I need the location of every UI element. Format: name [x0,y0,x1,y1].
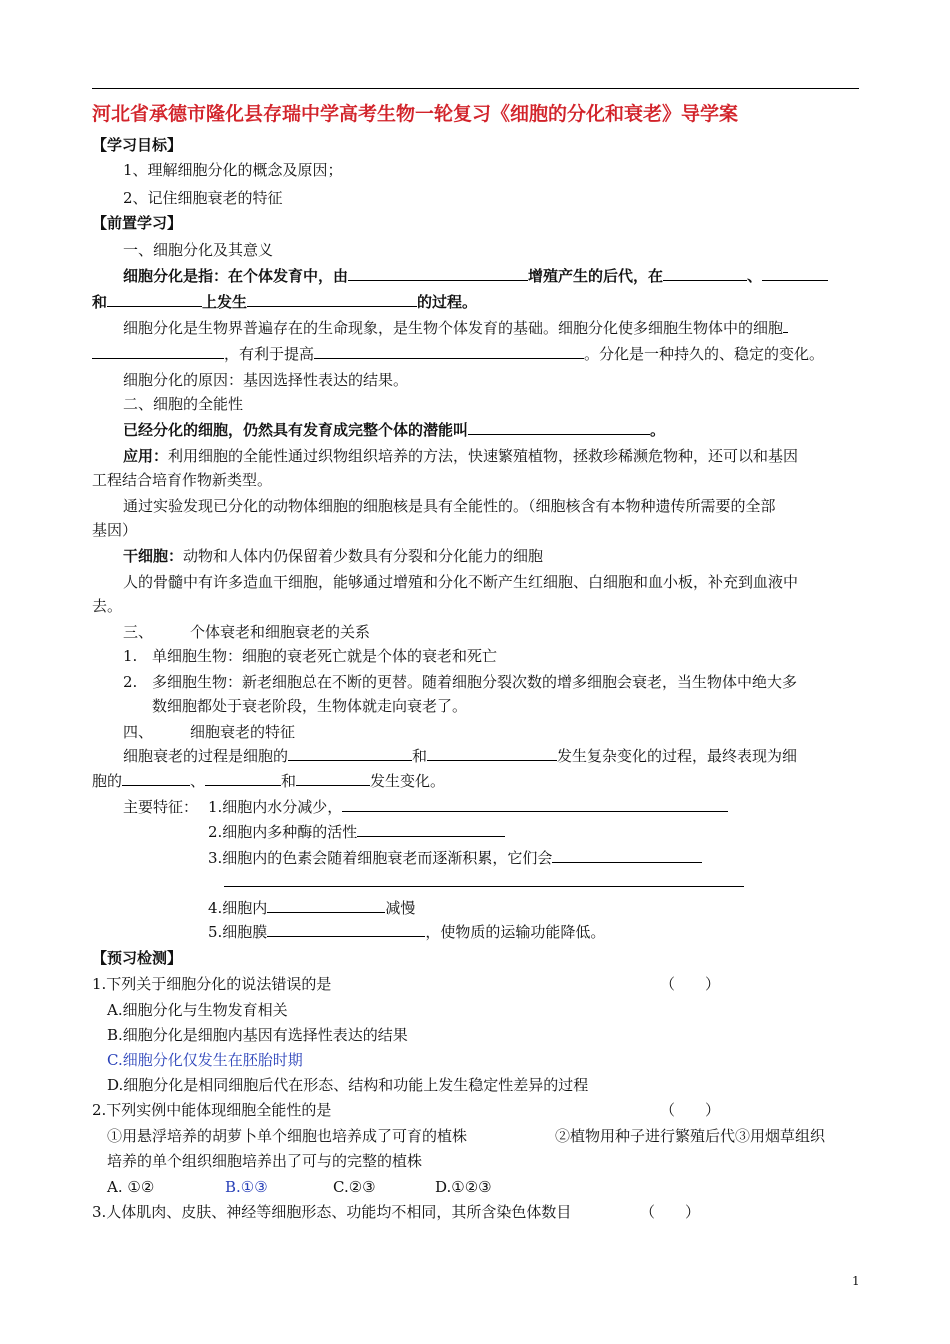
goal-2: 2、记住细胞衰老的特征 [123,189,283,207]
feature-4 [208,898,415,918]
s4-para2 [92,771,445,791]
blank [552,848,702,863]
blank [92,344,224,359]
feature-5 [208,922,605,942]
s4-para1 [123,746,797,766]
q2-statement-1: ①用悬浮培养的胡萝卜单个细胞也培养成了可育的植株 [107,1127,468,1145]
text: 已经分化的细胞，仍然具有发育成完整个体的潜能叫 [123,421,469,439]
feature-2 [208,822,505,842]
text: 1.细胞内水分减少， [208,798,343,816]
section-3-title: 个体衰老和细胞衰老的关系 [190,623,371,641]
s2-definition [123,420,665,440]
question-3: 3.人体肌肉、皮肤、神经等细胞形态、功能均不相同，其所含染色体数目 [92,1203,572,1221]
text: 和 [412,747,428,765]
blank [427,746,557,761]
s2-para1b: 基因） [92,521,138,539]
section-1-title: 一、细胞分化及其意义 [123,241,274,259]
blank [288,746,412,761]
s3-item2-num: 2. [123,673,138,691]
q2-statement-3: 培养的单个组织细胞培养出了可与的完整的植株 [107,1152,423,1170]
s3-item2a: 多细胞生物：新老细胞总在不断的更替。随着细胞分裂次数的增多细胞会衰老，当生物体中绝大多 [152,673,798,691]
text: 胞的 [92,772,123,790]
s2-application [123,446,798,466]
pre-header: 【前置学习】 [92,214,183,232]
blank [314,344,584,359]
blank [357,822,505,837]
text: 4.细胞内 [208,899,268,917]
blank [267,922,425,937]
text: 发生复杂变化的过程，最终表现为细 [557,747,798,765]
blank [296,771,370,786]
text: 增殖产生的后代，在 [528,267,664,285]
q2-option-c: C.②③ [333,1178,376,1196]
text: 5.细胞膜 [208,923,268,941]
section-4-title: 细胞衰老的特征 [190,723,296,741]
s2-para2a: 人的骨髓中有许多造血干细胞，能够通过增殖和分化不断产生红细胞、白细胞和血小板，补充到血液中 [123,573,799,591]
blank [122,771,190,786]
header-rule [92,88,859,89]
check-header: 【预习检测】 [92,949,183,967]
text: 的过程。 [417,293,478,311]
text: 动物和人体内仍保留着少数具有分裂和分化能力的细胞 [183,547,544,565]
s3-item2b: 数细胞都处于衰老阶段，生物体就走向衰老了。 [152,697,468,715]
section-3-number: 三、 [123,623,154,641]
text: 。 [650,421,666,439]
blank [267,898,385,913]
text: 发生变化。 [370,772,446,790]
q1-option-d: D.细胞分化是相同细胞后代在形态、结构和功能上发生稳定性差异的过程 [107,1076,589,1094]
text: 。分化是一种持久的、稳定的变化。 [584,345,825,363]
s1-definition-line2 [92,292,477,312]
goals-header: 【学习目标】 [92,136,183,154]
text: 减慢 [385,899,416,917]
blank [247,292,417,307]
page-number: 1 [852,1274,860,1288]
feature-3 [208,848,702,868]
q2-option-d: D.①②③ [435,1178,492,1196]
s3-item1: 单细胞生物：细胞的衰老死亡就是个体的衰老和死亡 [152,647,498,665]
blank [783,318,788,333]
s2-para1a: 通过实验发现已分化的动物体细胞的细胞核是具有全能性的。（细胞核含有本物种遗传所需要的全部 [123,497,776,515]
s1-para2: 细胞分化的原因：基因选择性表达的结果。 [123,371,409,389]
question-1-answer-paren: （ ） [660,975,721,993]
text: 、 [747,267,763,285]
q1-option-b: B.细胞分化是细胞内基因有选择性表达的结果 [107,1026,408,1044]
q2-statement-2: ②植物用种子进行繁殖后代③用烟草组织 [555,1127,826,1145]
text: 细胞衰老的过程是细胞的 [123,747,289,765]
text: 上发生 [202,293,248,311]
blank [468,420,650,435]
text: 细胞分化是生物界普遍存在的生命现象，是生物个体发育的基础。细胞分化使多细胞生物体中的细胞 [123,319,784,337]
s1-para1b [92,344,824,364]
question-1: 1.下列关于细胞分化的说法错误的是 [92,975,332,993]
question-2-answer-paren: （ ） [660,1101,721,1119]
question-3-answer-paren: （ ） [640,1203,701,1221]
text: 利用细胞的全能性通过织物组织培养的方法，快速繁殖植物，拯救珍稀濒危物种，还可以和基因 [168,447,799,465]
q1-option-a: A.细胞分化与生物发育相关 [107,1001,288,1019]
text: 3.细胞内的色素会随着细胞衰老而逐渐积累，它们会 [208,849,553,867]
s3-item1-num: 1. [123,647,138,665]
s1-para1a [123,318,788,338]
q1-option-c: C.细胞分化仅发生在胚胎时期 [107,1051,303,1069]
feature-1 [208,797,728,817]
section-2-title: 二、细胞的全能性 [123,395,244,413]
text: 和 [281,772,297,790]
s2-application-b: 工程结合培育作物新类型。 [92,471,273,489]
text: 2.细胞内多种酶的活性 [208,823,358,841]
feature-3-blank [224,872,744,892]
q2-option-a: A. ①② [107,1178,155,1196]
text: ，使物质的运输功能降低。 [425,923,606,941]
feature-label: 主要特征： [123,798,199,816]
blank [342,797,728,812]
s2-para2b: 去。 [92,597,123,615]
question-2: 2.下列实例中能体现细胞全能性的是 [92,1101,332,1119]
blank [107,292,202,307]
blank [663,266,747,281]
blank [762,266,828,281]
section-4-number: 四、 [123,723,154,741]
goal-1: 1、理解细胞分化的概念及原因； [123,161,343,179]
q2-option-b: B.①③ [225,1178,268,1196]
label: 干细胞： [123,547,184,565]
label: 应用： [123,447,169,465]
s2-stem-cell [123,546,543,566]
blank [224,872,744,887]
blank [205,771,281,786]
page-title: 河北省承德市隆化县存瑞中学高考生物一轮复习《细胞的分化和衰老》导学案 [92,103,739,125]
text: 、 [190,772,206,790]
blank [348,266,528,281]
text: 细胞分化是指：在个体发育中，由 [123,267,349,285]
text: 和 [92,293,108,311]
text: ，有利于提高 [224,345,315,363]
s1-definition-line1 [123,266,828,286]
